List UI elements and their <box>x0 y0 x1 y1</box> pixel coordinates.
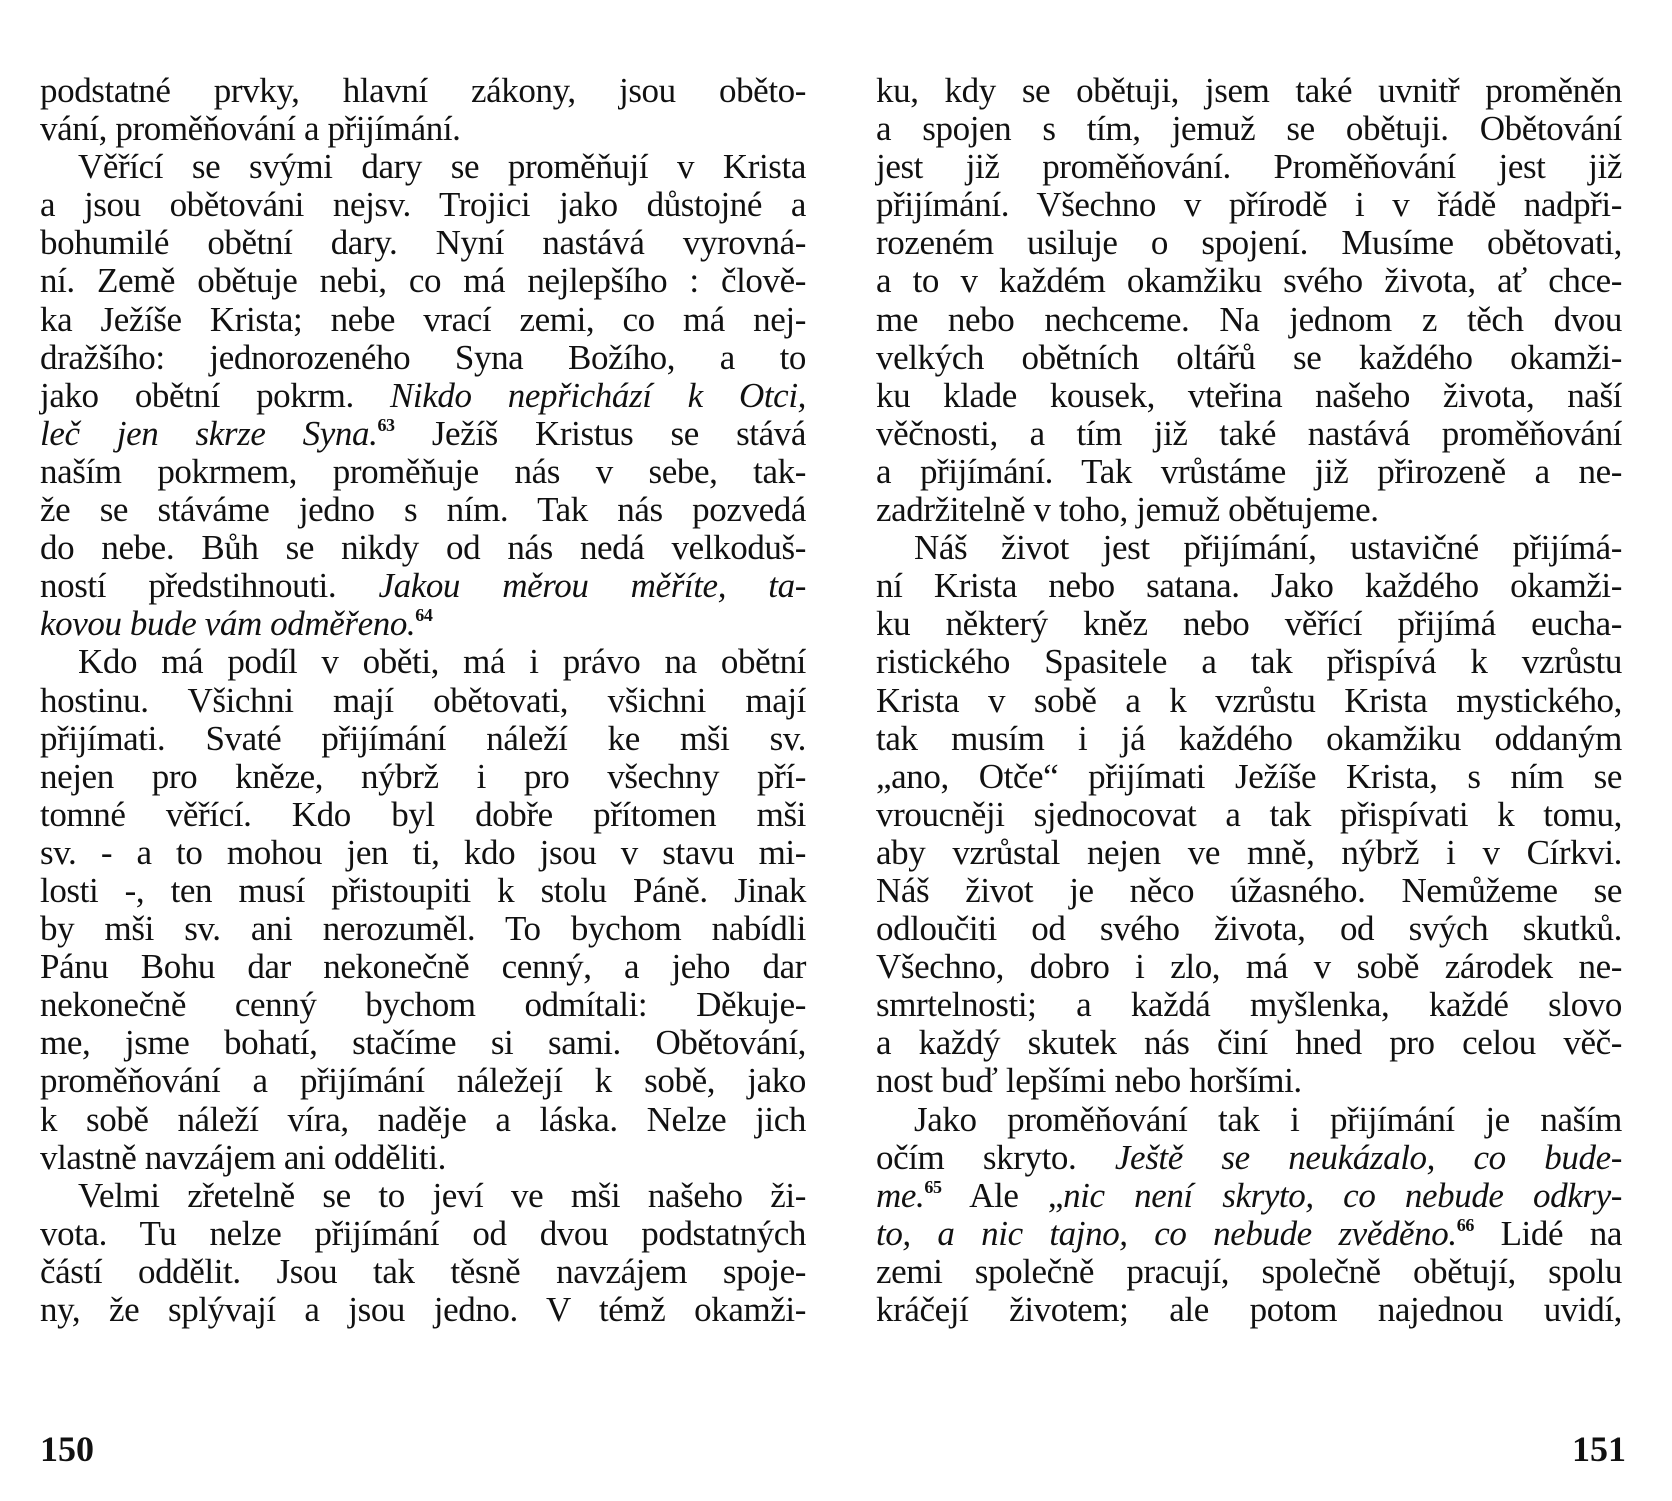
text-segment: me, jsme bohatí, stačíme si sami. Obětování, <box>40 1023 806 1063</box>
text-segment: jest již proměňování. Proměňování jest již <box>876 147 1622 187</box>
text-segment: ka Ježíše Krista; nebe vrací zemi, co má nej- <box>40 299 806 339</box>
text-segment: zadržitelně v toho, jemuž obětujeme. <box>876 490 1379 530</box>
text-segment: ku, kdy se obětuji, jsem také uvnitř proměněn <box>876 71 1622 110</box>
italic-quote-segment: kovou bude vám odměřeno. <box>40 604 416 644</box>
text-line <box>40 986 806 1024</box>
text-line <box>876 758 1622 796</box>
text-line <box>40 643 806 681</box>
text-line <box>876 834 1622 872</box>
text-line <box>876 948 1622 986</box>
text-segment: vání, proměňování a přijímání. <box>40 109 461 149</box>
text-line <box>876 720 1622 758</box>
text-line <box>876 1024 1622 1062</box>
text-segment: do nebe. Bůh se nikdy od nás nedá velkoduš- <box>40 528 806 568</box>
text-line <box>40 834 806 872</box>
italic-quote-segment: me. <box>876 1175 925 1215</box>
text-line <box>40 224 806 262</box>
text-segment: Jako proměňování tak i přijímání je naším <box>914 1099 1622 1139</box>
text-line <box>40 262 806 300</box>
text-segment: ristického Spasitele a tak přispívá k vzrůstu <box>876 642 1622 682</box>
text-line <box>876 1101 1622 1139</box>
text-segment: smrtelnosti; a každá myšlenka, každé slovo <box>876 985 1622 1025</box>
text-line <box>40 148 806 186</box>
text-line <box>40 1101 806 1139</box>
italic-quote-segment: Nikdo nepřichází k Otci, <box>389 375 806 415</box>
text-line <box>876 1253 1622 1291</box>
text-segment: Ježíš Kristus se stává <box>394 413 807 453</box>
text-line <box>40 377 806 415</box>
italic-quote-segment: nic není skryto, co nebude odkry- <box>1063 1175 1622 1215</box>
text-segment: že se stáváme jedno s ním. Tak nás pozvedá <box>40 490 806 530</box>
text-line <box>876 1062 1622 1100</box>
text-line <box>876 186 1622 224</box>
text-line <box>876 72 1622 110</box>
text-segment: sv. - a to mohou jen ti, kdo jsou v stavu mi- <box>40 832 806 872</box>
text-segment: Velmi zřetelně se to jeví ve mši našeho ži- <box>78 1175 806 1215</box>
text-line <box>876 491 1622 529</box>
text-segment: losti -, ten musí přistoupiti k stolu Páně. Jinak <box>40 870 806 910</box>
text-line <box>40 605 806 643</box>
text-segment: tomné věřící. Kdo byl dobře přítomen mši <box>40 794 806 834</box>
text-line <box>876 1291 1622 1329</box>
text-segment: Krista v sobě a k vzrůstu Krista mystického, <box>876 680 1622 720</box>
text-line <box>40 491 806 529</box>
text-segment: ku některý kněz nebo věřící přijímá eucha- <box>876 604 1622 644</box>
text-segment: proměňování a přijímání náležejí k sobě, jako <box>40 1061 806 1101</box>
text-line <box>876 796 1622 834</box>
text-segment: vlastně navzájem ani odděliti. <box>40 1137 446 1177</box>
right-page-text <box>876 72 1622 1329</box>
text-line <box>40 415 806 453</box>
text-line <box>40 72 806 110</box>
text-line <box>40 796 806 834</box>
italic-quote-segment: Ještě se neukázalo, co bude- <box>1114 1137 1622 1177</box>
page-number-left: 150 <box>40 1429 94 1469</box>
text-line <box>40 110 806 148</box>
footnote-marker: 63 <box>377 414 395 435</box>
text-segment: a každý skutek nás činí hned pro celou věč- <box>876 1023 1622 1063</box>
text-line <box>876 1139 1622 1177</box>
text-line <box>876 643 1622 681</box>
text-segment: ní Krista nebo satana. Jako každého okamži- <box>876 566 1622 606</box>
text-line <box>876 910 1622 948</box>
text-line <box>876 453 1622 491</box>
text-line <box>40 1253 806 1291</box>
text-segment: jako obětní pokrm. <box>40 375 390 415</box>
text-line <box>876 224 1622 262</box>
text-segment: věčnosti, a tím již také nastává proměňování <box>876 413 1622 453</box>
text-segment: k sobě náleží víra, naděje a láska. Nelze jich <box>40 1099 806 1139</box>
text-segment: Věřící se svými dary se proměňují v Krista <box>78 147 806 187</box>
text-line <box>40 1062 806 1100</box>
italic-quote-segment: Jakou měrou měříte, ta- <box>378 566 806 606</box>
text-line <box>40 1215 806 1253</box>
text-line <box>876 110 1622 148</box>
footnote-marker: 66 <box>1456 1214 1474 1235</box>
text-segment: nost buď lepšími nebo horšími. <box>876 1061 1302 1101</box>
text-segment: kráčejí životem; ale potom najednou uvidí, <box>876 1290 1622 1329</box>
text-segment: očím skryto. <box>876 1137 1115 1177</box>
text-line <box>876 301 1622 339</box>
text-line <box>40 910 806 948</box>
text-segment: Lidé na <box>1473 1213 1622 1253</box>
text-segment: rozeném usiluje o spojení. Musíme obětovati, <box>876 223 1622 263</box>
text-segment: zemi společně pracují, společně obětují, spolu <box>876 1251 1622 1291</box>
text-segment: tak musím i já každého okamžiku oddaným <box>876 718 1622 758</box>
footnote-marker: 64 <box>415 605 433 626</box>
text-line <box>40 720 806 758</box>
text-segment: dražšího: jednorozeného Syna Božího, a to <box>40 337 806 377</box>
text-segment: částí oddělit. Jsou tak těsně navzájem spoje- <box>40 1251 806 1291</box>
text-line <box>40 301 806 339</box>
text-segment: „ano, Otče“ přijímati Ježíše Krista, s ním se <box>876 756 1622 796</box>
text-segment: Všechno, dobro i zlo, má v sobě zárodek ne- <box>876 947 1622 987</box>
text-line <box>40 453 806 491</box>
text-segment: hostinu. Všichni mají obětovati, všichni mají <box>40 680 806 720</box>
text-segment: velkých obětních oltářů se každého okamži- <box>876 337 1622 377</box>
text-line <box>40 758 806 796</box>
text-segment: ní. Země obětuje nebi, co má nejlepšího : člově- <box>40 261 806 301</box>
text-line <box>40 1177 806 1215</box>
text-segment: by mši sv. ani nerozuměl. To bychom nabídli <box>40 909 806 949</box>
italic-quote-segment: to, a nic tajno, co nebude zvěděno. <box>876 1213 1457 1253</box>
text-segment: Pánu Bohu dar nekonečně cenný, a jeho dar <box>40 947 806 987</box>
text-segment: přijímati. Svaté přijímání náleží ke mši sv. <box>40 718 806 758</box>
text-segment: a to v každém okamžiku svého života, ať chce- <box>876 261 1622 301</box>
text-line <box>876 339 1622 377</box>
text-line <box>40 186 806 224</box>
text-line <box>40 682 806 720</box>
text-line <box>40 529 806 567</box>
text-segment: ností předstihnouti. <box>40 566 379 606</box>
text-line <box>40 872 806 910</box>
text-segment: aby vzrůstal nejen ve mně, nýbrž i v Církvi. <box>876 832 1622 872</box>
text-line <box>40 339 806 377</box>
footnote-marker: 65 <box>924 1176 942 1197</box>
text-segment: Kdo má podíl v oběti, má i právo na obětní <box>78 642 806 682</box>
text-line <box>40 948 806 986</box>
text-line <box>876 605 1622 643</box>
text-segment: nekonečně cenný bychom odmítali: Děkuje- <box>40 985 806 1025</box>
text-segment: ny, že splývají a jsou jedno. V témž okamži- <box>40 1290 806 1329</box>
text-line <box>876 148 1622 186</box>
text-line <box>876 567 1622 605</box>
text-segment: ku klade kousek, vteřina našeho života, naší <box>876 375 1622 415</box>
text-line <box>876 1177 1622 1215</box>
page-number-right: 151 <box>1572 1429 1626 1469</box>
text-line <box>876 529 1622 567</box>
text-line <box>876 377 1622 415</box>
text-segment: a jsou obětováni nejsv. Trojici jako důstojné a <box>40 185 806 225</box>
text-line <box>40 1139 806 1177</box>
text-line <box>40 1024 806 1062</box>
text-line <box>876 415 1622 453</box>
text-line <box>40 567 806 605</box>
text-segment: vota. Tu nelze přijímání od dvou podstatných <box>40 1213 806 1253</box>
text-line <box>876 262 1622 300</box>
text-segment: nejen pro kněze, nýbrž i pro všechny pří- <box>40 756 806 796</box>
text-line <box>876 1215 1622 1253</box>
text-line <box>876 872 1622 910</box>
text-segment: bohumilé obětní dary. Nyní nastává vyrovná- <box>40 223 806 263</box>
text-segment: přijímání. Všechno v přírodě i v řádě nadpři- <box>876 185 1622 225</box>
italic-quote-segment: leč jen skrze Syna. <box>40 413 378 453</box>
text-segment: a spojen s tím, jemuž se obětuji. Obětování <box>876 109 1622 149</box>
text-line <box>876 986 1622 1024</box>
text-segment: Ale „ <box>941 1175 1064 1215</box>
text-segment: podstatné prvky, hlavní zákony, jsou oběto- <box>40 71 806 110</box>
text-segment: naším pokrmem, proměňuje nás v sebe, tak- <box>40 451 806 491</box>
text-segment: Náš život je něco úžasného. Nemůžeme se <box>876 870 1622 910</box>
text-line <box>876 682 1622 720</box>
text-line <box>40 1291 806 1329</box>
text-segment: Náš život jest přijímání, ustavičné přijímá- <box>914 528 1622 568</box>
text-segment: vroucněji sjednocovat a tak přispívati k tomu, <box>876 794 1622 834</box>
left-page-text <box>40 72 806 1329</box>
text-segment: me nebo nechceme. Na jednom z těch dvou <box>876 299 1622 339</box>
text-segment: a přijímání. Tak vrůstáme již přirozeně a ne- <box>876 451 1622 491</box>
text-segment: odloučiti od svého života, od svých skutků. <box>876 909 1622 949</box>
